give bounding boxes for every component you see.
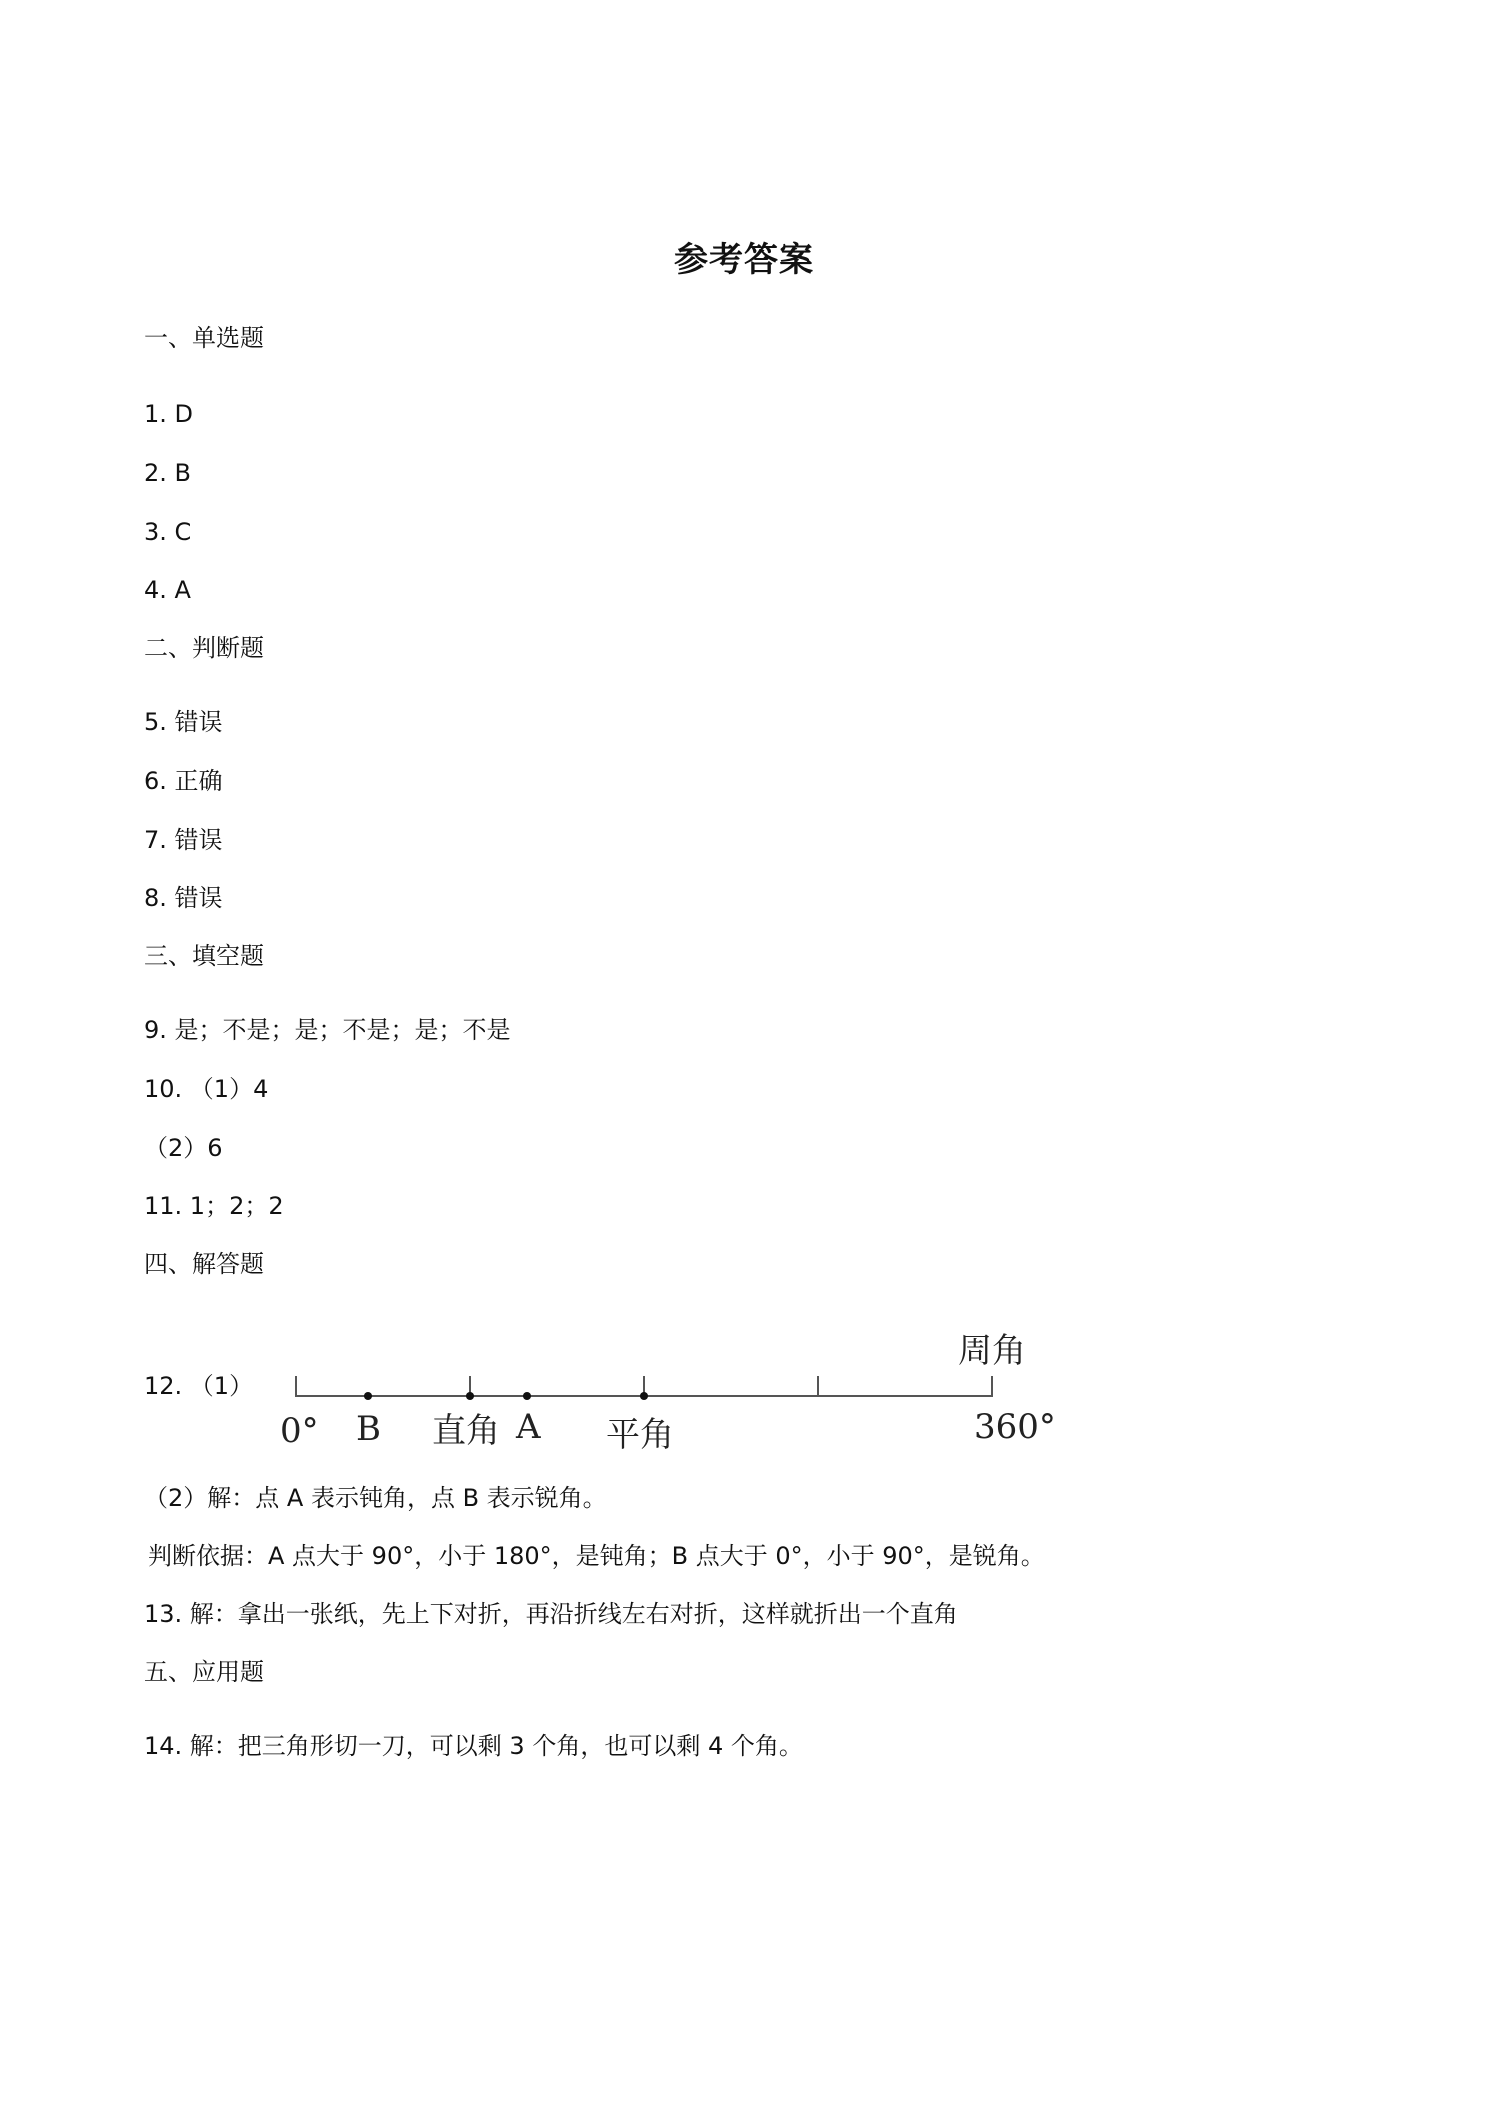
answer-4: 4. A	[144, 576, 191, 604]
angle-number-line	[272, 1320, 1072, 1460]
answer-6: 6. 正确	[144, 767, 223, 795]
label-b: B	[356, 1409, 381, 1449]
point-b	[364, 1392, 372, 1400]
answer-5: 5. 错误	[144, 708, 223, 736]
answer-8: 8. 错误	[144, 884, 223, 912]
label-right-angle: 直角	[432, 1411, 500, 1451]
angle-number-line-svg	[272, 1320, 1072, 1460]
answer-1: 1. D	[144, 400, 194, 428]
answer-3: 3. C	[144, 518, 192, 546]
label-a: A	[516, 1407, 541, 1447]
answer-11: 11. 1；2；2	[144, 1192, 284, 1220]
point-a	[523, 1392, 531, 1400]
answer-12-reasoning: 判断依据：A 点大于 90°，小于 180°，是钝角；B 点大于 0°，小于 90°，是锐角。	[148, 1542, 1045, 1570]
answer-9: 9. 是；不是；是；不是；是；不是	[144, 1016, 511, 1044]
label-zero: 0°	[280, 1411, 319, 1451]
answer-14: 14. 解：把三角形切一刀，可以剩 3 个角，也可以剩 4 个角。	[144, 1732, 803, 1760]
answer-12-part-2: （2）解：点 A 表示钝角，点 B 表示锐角。	[144, 1484, 607, 1512]
point-straight-angle	[640, 1392, 648, 1400]
answer-2: 2. B	[144, 459, 191, 487]
section-heading-solutions: 四、解答题	[144, 1250, 264, 1278]
answer-12-part-1: 12. （1）	[144, 1372, 254, 1400]
answer-7: 7. 错误	[144, 826, 223, 854]
answer-10-part-1: 10. （1）4	[144, 1075, 269, 1103]
label-360: 360°	[974, 1407, 1056, 1447]
section-heading-fill-blank: 三、填空题	[144, 942, 264, 970]
label-full-angle: 周角	[958, 1331, 1026, 1371]
answer-13: 13. 解：拿出一张纸，先上下对折，再沿折线左右对折，这样就折出一个直角	[144, 1600, 958, 1628]
label-straight-angle: 平角	[606, 1415, 674, 1455]
section-heading-true-false: 二、判断题	[144, 634, 264, 662]
point-right-angle	[466, 1392, 474, 1400]
section-heading-application: 五、应用题	[144, 1658, 264, 1686]
section-heading-single-choice: 一、单选题	[144, 324, 264, 352]
answer-10-part-2: （2）6	[144, 1134, 223, 1162]
page-title: 参考答案	[674, 240, 814, 280]
